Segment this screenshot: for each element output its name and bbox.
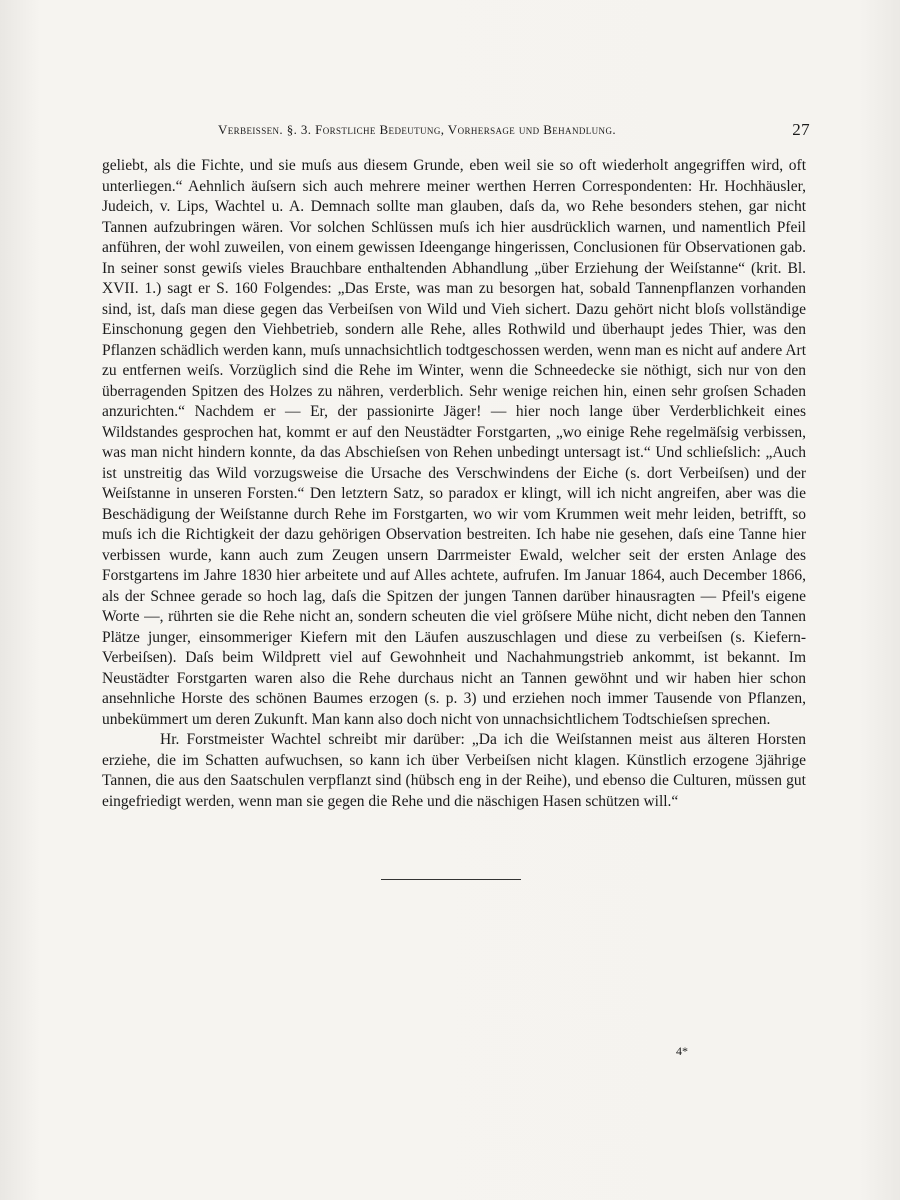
running-head — [100, 120, 810, 142]
running-head-title: Verbeissen. §. 3. Forstliche Bedeutung, Vorhersage und Behandlung. — [218, 122, 617, 137]
signature-mark: 4* — [676, 1044, 688, 1058]
body-text — [102, 156, 806, 812]
paragraph-2: Hr. Forstmeister Wachtel schreibt mir darüber: „Da ich die Weiſstannen meist aus älteren Horsten erziehe, die im Schatten aufwuchsen, so kann ich über Verbeiſsen nicht klagen. Künstlich erzogene 3jährige Tannen, die aus den Saatschulen verpflanzt sind (hübsch eng in der Reihe), und ebenso die Culturen, müssen gut eingefriedigt werden, wenn man sie gegen die Rehe und die näschigen Hasen schützen will.“ — [102, 731, 806, 810]
paragraph-1: geliebt, als die Fichte, und sie muſs aus diesem Grunde, eben weil sie so oft wiederholt angegriffen wird, oft unterliegen.“ Aehnlich äuſsern sich auch mehrere meiner werthen Herren Correspondenten: Hr. Hochhäusler, Judeich, v. Lips, Wachtel u. A. Demnach sollte man glauben, daſs da, wo Rehe besonders stehen, gar nicht Tannen aufzubringen wären. Vor solchen Schlüssen muſs ich hier ausdrücklich warnen, und namentlich Pfeil anführen, der wohl zuweilen, von einem gewissen Ideengange hingerissen, Conclusionen für Observationen gab. In seiner sonst gewiſs vieles Brauchbare enthaltenden Abhandlung „über Erziehung der Weiſstanne“ (krit. Bl. XVII. 1.) sagt er S. 160 Folgendes: „Das Erste, was man zu besorgen hat, sobald Tannenpflanzen vorhanden sind, ist, daſs man diese gegen das Verbeiſsen von Wild und Vieh sichert. Dazu gehört nicht bloſs vollständige Einschonung gegen den Viehbetrieb, sondern alle Rehe, alles Rothwild und überhaupt jedes Thier, was den Pflanzen schädlich werden kann, muſs unnachsichtlich todtgeschossen werden, wenn man es nicht auf andere Art zu entfernen weiſs. Vorzüglich sind die Rehe im Winter, wenn die Schneedecke sie nöthigt, sich nur von den überragenden Spitzen des Holzes zu nähren, verderblich. Sehr wenige reichen hin, einen sehr groſsen Schaden anzurichten.“ Nachdem er — Er, der passionirte Jäger! — hier noch lange über Verderblichkeit eines Wildstandes gesprochen hat, kommt er auf den Neustädter Forstgarten, „wo einige Rehe regelmäſsig verbissen, was man nicht hindern konnte, da das Abschieſsen von Rehen unbedingt untersagt ist.“ Und schlieſslich: „Auch ist unstreitig das Wild vorzugsweise die Ursache des Verschwindens der Eiche (s. dort Verbeiſsen) und der Weiſstanne in unseren Forsten.“ Den letztern Satz, so paradox er klingt, will ich nicht angreifen, aber was die Beschädigung der Weiſstanne durch Rehe im Forstgarten, wo wir vom Krummen weit mehr leiden, betrifft, so muſs ich die Richtigkeit der dazu gehörigen Observation bestreiten. Ich habe nie gesehen, daſs eine Tanne hier verbissen wurde, kann auch zum Zeugen unsern Darrmeister Ewald, welcher seit der ersten Anlage des Forstgartens im Jahre 1830 hier arbeitete und auf Alles achtete, aufrufen. Im Januar 1864, auch December 1866, als der Schnee gerade so hoch lag, daſs die Spitzen der jungen Tannen darüber hinausragten — Pfeil's eigene Worte —, rührten sie die Rehe nicht an, sondern scheuten die viel gröſsere Mühe nicht, dicht neben den Tannen Plätze junger, einsommeriger Kiefern mit den Läufen auszuschlagen und diese zu verbeiſsen (s. Kiefern-Verbeiſsen). Daſs beim Wildprett viel auf Gewohnheit und Nachahmungstrieb ankommt, ist bekannt. Im Neustädter Forstgarten waren also die Rehe durchaus nicht an Tannen gewöhnt und wir haben hier schon ansehnliche Horste des schönen Baumes erzogen (s. p. 3) und erziehen noch immer Tausende von Pflanzen, unbekümmert um deren Zukunft. Man kann also doch nicht von unnachsichtlichem Todtschieſsen sprechen. — [102, 157, 806, 728]
page-number: 27 — [792, 120, 810, 139]
section-divider-rule — [381, 879, 521, 880]
